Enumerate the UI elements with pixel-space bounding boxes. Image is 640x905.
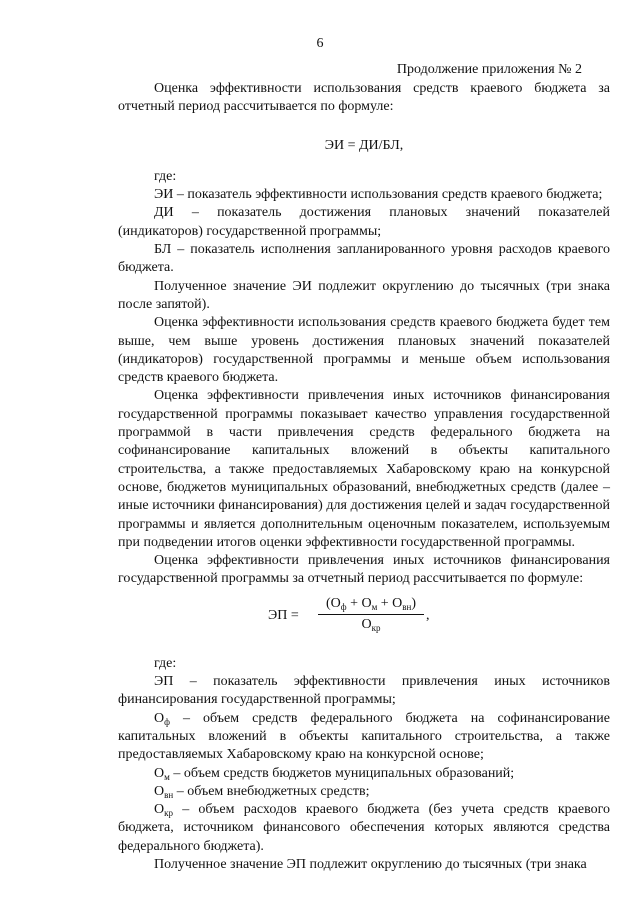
- definition-ei: ЭИ – показатель эффективности использования средств краевого бюджета;: [154, 187, 603, 203]
- definition-di: ДИ – показатель достижения плановых значений показателей (индикаторов) государственной программы;: [118, 205, 610, 239]
- formula-ei: ЭИ = ДИ/БЛ,: [324, 137, 404, 153]
- formula-ep-comma: ,: [426, 607, 430, 623]
- where-label-2: где:: [154, 655, 177, 671]
- document-body: [118, 80, 610, 874]
- formula-ep-fraction: [318, 595, 424, 635]
- definition-ep: ЭП – показатель эффективности привлечения иных источников финансирования государственной программы;: [118, 674, 610, 708]
- definition-okr: $О_{кр}$ – объем расходов краевого бюджета (без учета средств краевого бюджета, источником финансового обеспечения которых являются средства федерального бюджета).: [118, 802, 610, 854]
- definition-ovn: $О_{вн}$ – объем внебюджетных средств;: [154, 783, 370, 800]
- formula-ep-numerator: $(О_ф + О_м + О_{вн})$: [318, 595, 424, 615]
- appendix-continuation: Продолжение приложения № 2: [396, 62, 582, 77]
- paragraph-formula1-intro: Оценка эффективности использования средств краевого бюджета за отчетный период рассчитывается по формуле:: [118, 81, 610, 115]
- paragraph-rounding-ep: Полученное значение ЭП подлежит округлению до тысячных (три знака: [154, 856, 587, 872]
- formula-ep-denominator: $О_{кр}$: [361, 617, 381, 634]
- paragraph-formula2-intro: Оценка эффективности привлечения иных источников финансирования государственной программы за отчетный период рассчитывается по формуле:: [118, 553, 610, 587]
- paragraph-rounding-ei: Полученное значение ЭИ подлежит округлению до тысячных (три знака после запятой).: [118, 278, 610, 312]
- definition-bl: БЛ – показатель исполнения запланированного уровня расходов краевого бюджета.: [118, 242, 610, 276]
- where-label-1: где:: [154, 168, 177, 184]
- formula-ep-lhs: ЭП =: [268, 607, 299, 623]
- definition-om: $О_м$ – объем средств бюджетов муниципальных образований;: [154, 765, 515, 782]
- paragraph-ei-interpretation: Оценка эффективности использования средств краевого бюджета будет тем выше, чем выше уровень достижения плановых значений показателей (индикаторов) государственной программы и меньше объем использования средств краевого бюджета.: [118, 315, 610, 386]
- formula-ep: [118, 595, 610, 647]
- paragraph-other-sources: Оценка эффективности привлечения иных источников финансирования государственной программы показывает качество управления государственной программой в части привлечения средств федерального бюджета на софинансирование капитальных вложений в объекты капитального строительства, а также предоставляемых Хабаровскому краю на конкурсной основе, бюджетов муниципальных образований, внебюджетных средств (далее – иные источники финансирования) для достижения целей и задач государственной программы и является дополнительным оценочным показателем, используемым при подведении итогов оценки эффективности государственной программы.: [118, 388, 610, 550]
- definition-of: $О_ф$ – объем средств федерального бюджета на софинансирование капитальных вложений в объекты капитального строительства, а также предоставляемых Хабаровскому краю на конкурсной основе;: [118, 710, 610, 763]
- page-number: 6: [316, 36, 324, 51]
